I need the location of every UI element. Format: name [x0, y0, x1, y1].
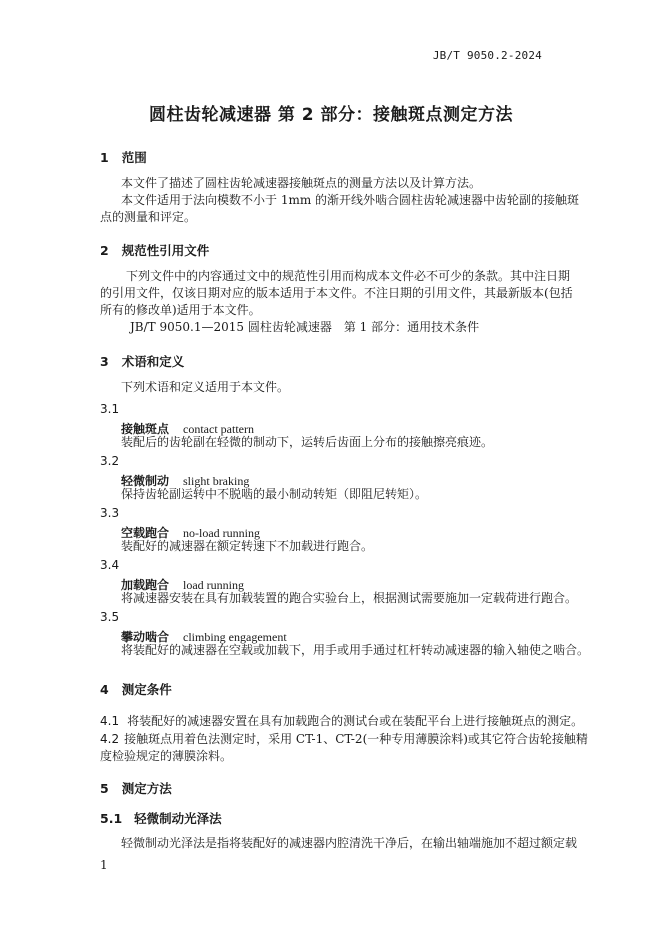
section-4-heading [100, 680, 172, 698]
term-english: contact pattern [183, 422, 254, 436]
clause-4-1 [100, 713, 583, 729]
term-chinese: 攀动啮合 [121, 630, 170, 644]
term-english: load running [183, 578, 245, 592]
section-number: 1 [100, 150, 109, 165]
section-number: 3 [100, 354, 109, 369]
term-chinese: 加载跑合 [121, 578, 170, 592]
term-definition: 装配后的齿轮副在轻微的制动下，运转后齿面上分布的接触擦亮痕迹。 [121, 435, 494, 449]
term-english: climbing engagement [183, 630, 287, 644]
term-number: 3.2 [100, 454, 120, 468]
section-title: 范围 [121, 150, 147, 165]
term-english: slight braking [183, 474, 250, 488]
term-definition: 保持齿轮副运转中不脱啮的最小制动转矩（即阻尼转矩）。 [121, 487, 428, 501]
section-number: 4 [100, 682, 109, 697]
paragraph: 下列术语和定义适用于本文件。 [121, 380, 290, 394]
clause-4-2 [100, 731, 588, 747]
clause-text: 将装配好的减速器安置在具有加载跑合的测试台或在装配平台上进行接触斑点的测定。 [127, 714, 584, 728]
normative-reference: JB/T 9050.1—2015 圆柱齿轮减速器 第 1 部分：通用技术条件 [130, 320, 480, 334]
page-number: 1 [100, 858, 108, 872]
term-number: 3.1 [100, 402, 120, 416]
paragraph-line: 度检验规定的薄膜涂料。 [100, 749, 233, 763]
paragraph-line: 本文件适用于法向模数不小于 1mm 的渐开线外啮合圆柱齿轮减速器中齿轮副的接触斑 [121, 193, 580, 207]
paragraph-line: 所有的修改单)适用于本文件。 [100, 303, 261, 317]
section-3-heading [100, 352, 184, 370]
section-number: 2 [100, 243, 109, 258]
term-number: 3.5 [100, 610, 120, 624]
term-chinese: 接触斑点 [121, 422, 170, 436]
section-5-heading [100, 779, 172, 797]
term-number: 3.3 [100, 506, 120, 520]
section-title: 术语和定义 [121, 354, 185, 369]
term-definition: 将减速器安装在具有加载装置的跑合实验台上，根据测试需要施加一定载荷进行跑合。 [121, 591, 578, 605]
paragraph-line: 的引用文件，仅该日期对应的版本适用于本文件。不注日期的引用文件，其最新版本(包括 [100, 286, 573, 300]
paragraph: 本文件了描述了圆柱齿轮减速器接触斑点的测量方法以及计算方法。 [121, 176, 482, 190]
section-number: 5 [100, 781, 109, 796]
subsection-number: 5.1 [100, 811, 123, 826]
subsection-title: 轻微制动光泽法 [134, 811, 222, 826]
term-number: 3.4 [100, 558, 120, 572]
term-english: no-load running [183, 526, 261, 540]
clause-text: 接触斑点用着色法测定时，采用 CT-1、CT-2(一种专用薄膜涂料)或其它符合齿轮接触精 [124, 732, 588, 746]
subsection-5-1-heading [100, 809, 222, 827]
term-chinese: 轻微制动 [121, 474, 170, 488]
paragraph-line: 轻微制动光泽法是指将装配好的减速器内腔清洗干净后，在输出轴端施加不超过额定载 [121, 836, 578, 850]
term-definition: 装配好的减速器在额定转速下不加载进行跑合。 [121, 539, 374, 553]
section-title: 规范性引用文件 [121, 243, 210, 258]
section-title: 测定方法 [121, 781, 172, 796]
paragraph-line: 点的测量和评定。 [100, 210, 197, 224]
page-title: 圆柱齿轮减速器 第 2 部分：接触斑点测定方法 [148, 105, 514, 125]
section-1-heading [100, 148, 147, 166]
section-title: 测定条件 [121, 682, 172, 697]
clause-number: 4.2 [100, 732, 120, 746]
term-definition: 将装配好的减速器在空载或加载下，用手或用手通过杠杆转动减速器的输入轴使之啮合。 [121, 643, 590, 657]
term-chinese: 空载跑合 [121, 526, 170, 540]
section-2-heading [100, 241, 209, 259]
document-id: JB/T 9050.2-2024 [432, 49, 542, 62]
clause-number: 4.1 [100, 714, 120, 728]
paragraph-line: 下列文件中的内容通过文中的规范性引用而构成本文件必不可少的条款。其中注日期 [126, 269, 571, 283]
